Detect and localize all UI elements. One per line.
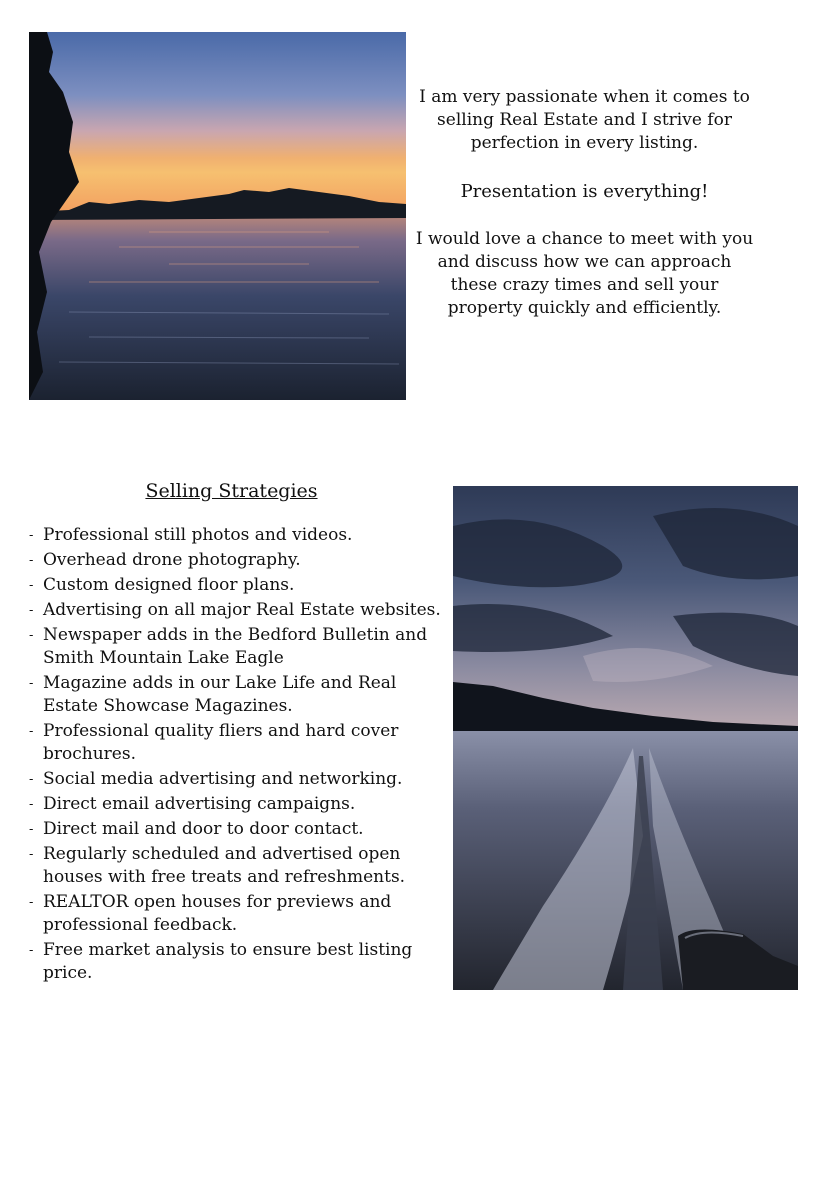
sunset-lake-image xyxy=(29,32,406,400)
intro-paragraph-presentation: Presentation is everything! xyxy=(460,181,709,202)
intro-paragraph-meet: I would love a chance to meet with you and discuss how we can approach these crazy times and sell your property quickly and efficiently. xyxy=(415,229,754,318)
list-item: - Custom designed floor plans. xyxy=(29,575,295,595)
list-item: - Newspaper adds in the Bedford Bulletin and Smith Mountain Lake Eagle xyxy=(29,625,428,668)
list-item: - Professional quality fliers and hard cover brochures. xyxy=(29,721,399,764)
intro-text-block xyxy=(412,86,757,320)
bullet-dash: - xyxy=(29,895,34,910)
list-item: - REALTOR open houses for previews and professional feedback. xyxy=(29,892,392,935)
bullet-dash: - xyxy=(29,797,34,812)
bullet-dash: - xyxy=(29,724,34,739)
bullet-dash: - xyxy=(29,603,34,618)
sunset-lake-photo xyxy=(29,32,406,400)
list-item: - Free market analysis to ensure best listing price. xyxy=(29,940,413,983)
list-item: - Direct mail and door to door contact. xyxy=(29,819,364,839)
bullet-dash: - xyxy=(29,628,34,643)
bullet-dash: - xyxy=(29,822,34,837)
bullet-dash: - xyxy=(29,772,34,787)
boat-wake-photo xyxy=(453,486,798,990)
list-item: - Magazine adds in our Lake Life and Real Estate Showcase Magazines. xyxy=(29,673,397,716)
list-item: - Advertising on all major Real Estate websites. xyxy=(29,600,441,620)
list-item: - Social media advertising and networking. xyxy=(29,769,403,789)
bullet-dash: - xyxy=(29,943,34,958)
selling-strategies-list xyxy=(29,524,444,987)
list-item: - Direct email advertising campaigns. xyxy=(29,794,356,814)
bullet-dash: - xyxy=(29,676,34,691)
list-item: - Regularly scheduled and advertised open houses with free treats and refreshments. xyxy=(29,844,406,887)
list-item: - Overhead drone photography. xyxy=(29,550,301,570)
bullet-dash: - xyxy=(29,528,34,543)
selling-strategies-heading: Selling Strategies xyxy=(145,480,318,502)
list-item: - Professional still photos and videos. xyxy=(29,525,353,545)
bullet-dash: - xyxy=(29,553,34,568)
bullet-dash: - xyxy=(29,578,34,593)
intro-paragraph-passion: I am very passionate when it comes to selling Real Estate and I strive for perfection in every listing. xyxy=(419,87,750,153)
bullet-dash: - xyxy=(29,847,34,862)
boat-wake-image xyxy=(453,486,798,990)
